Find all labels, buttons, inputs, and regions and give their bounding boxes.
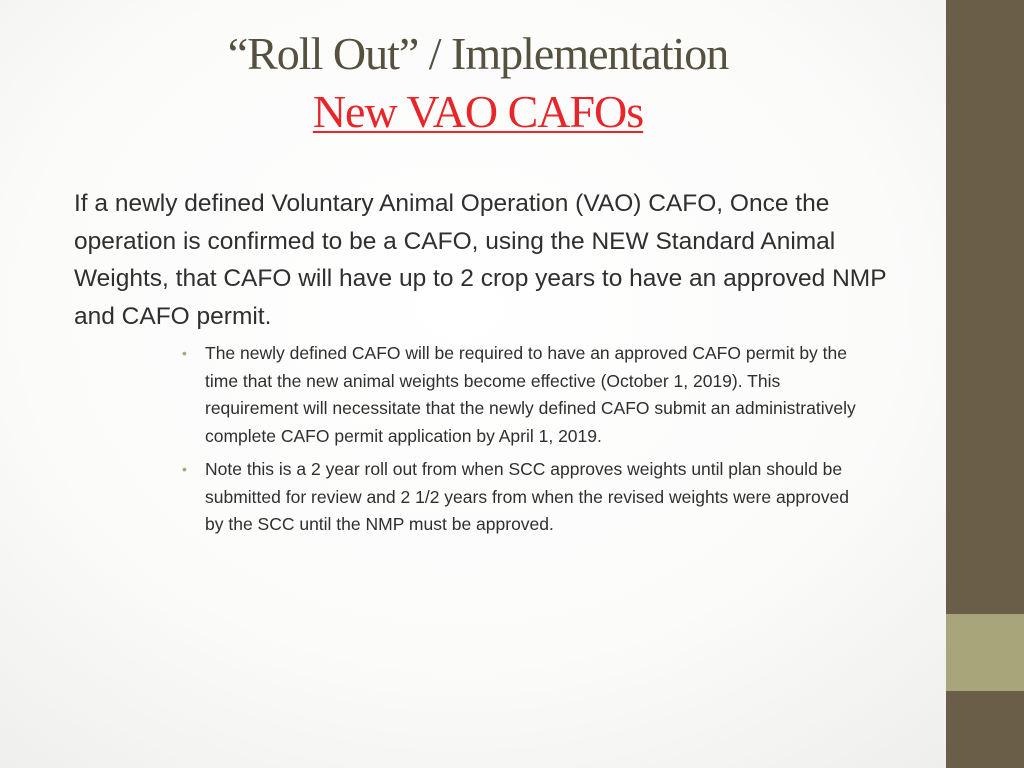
- bullet-marker-icon: •: [182, 461, 187, 477]
- slide-subtitle: New VAO CAFOs: [312, 86, 644, 137]
- bullet-text: Note this is a 2 year roll out from when SCC approves weights until plan should be submitted for review and 2 1/2 years from when the revised weights were approved by the SCC until the NMP must be approved.: [205, 459, 849, 534]
- decorative-sidebar-accent: [946, 614, 1024, 691]
- body-paragraph: If a newly defined Voluntary Animal Operation (VAO) CAFO, Once the operation is confirmed to be a CAFO, using the NEW Standard Animal Weights, that CAFO will have up to 2 crop years to have an approved NMP and CAFO permit.: [74, 190, 887, 330]
- bullet-item: [182, 456, 862, 539]
- bullet-item: [182, 340, 862, 450]
- bullet-text: The newly defined CAFO will be required to have an approved CAFO permit by the time that the new animal weights become effective (October 1, 2019). This requirement will necessitate that the newly defined CAFO submit an administratively complete CAFO permit application by April 1, 2019.: [205, 343, 856, 446]
- slide-title: “Roll Out” / Implementation: [227, 28, 729, 79]
- bullet-marker-icon: •: [182, 345, 187, 361]
- bullet-list: [182, 340, 862, 545]
